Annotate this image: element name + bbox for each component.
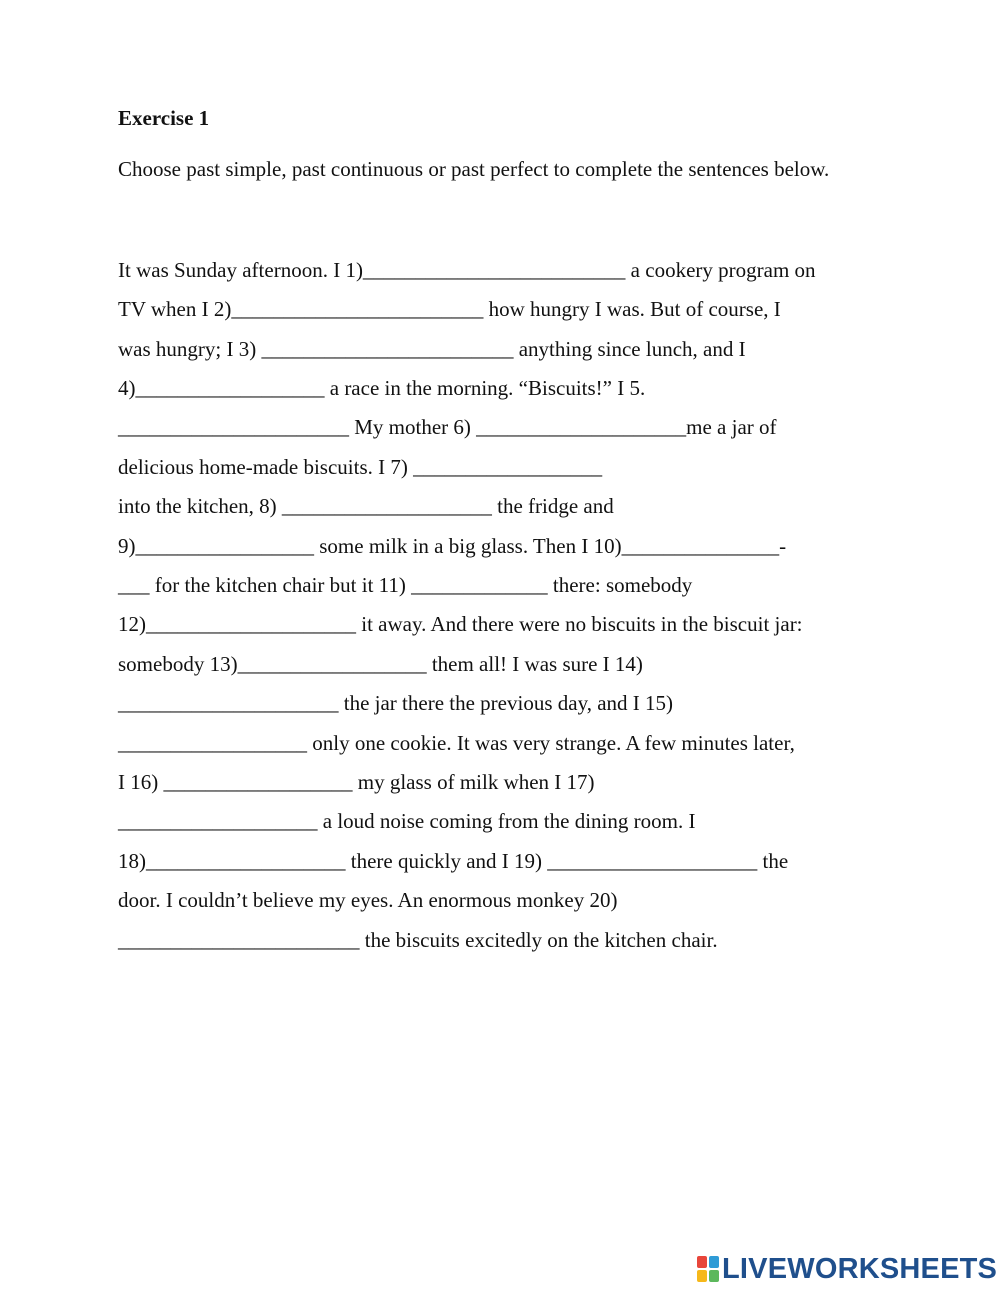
liveworksheets-logo-text: LIVEWORKSHEETS [722,1252,998,1285]
logo-square-red [697,1256,707,1268]
text-line-6: delicious home-made biscuits. I 7) __________________ [118,455,603,479]
text-line-1: It was Sunday afternoon. I 1)_________________________ a cookery program on [118,258,816,282]
logo-square-blue [709,1256,719,1268]
text-line-10: 12)____________________ it away. And there were no biscuits in the biscuit jar: [118,612,803,636]
liveworksheets-logo[interactable] [697,1252,997,1286]
text-line-2: TV when I 2)________________________ how hungry I was. But of course, I [118,297,781,321]
text-line-3: was hungry; I 3) ________________________ anything since lunch, and I [118,337,746,361]
exercise-instructions: Choose past simple, past continuous or past perfect to complete the sentences below. [118,157,830,181]
text-line-16: 18)___________________ there quickly and I 19) ____________________ the [118,849,789,873]
text-line-14: I 16) __________________ my glass of milk when I 17) [118,770,595,794]
text-line-15: ___________________ a loud noise coming from the dining room. I [118,809,696,833]
text-line-4: 4)__________________ a race in the morning. “Biscuits!” I 5. [118,376,646,400]
text-line-11: somebody 13)__________________ them all! I was sure I 14) [118,652,643,676]
logo-square-yellow [697,1270,707,1282]
text-line-12: _____________________ the jar there the previous day, and I 15) [118,691,674,715]
text-line-9: ___ for the kitchen chair but it 11) _____________ there: somebody [118,573,693,597]
text-line-18: _______________________ the biscuits excitedly on the kitchen chair. [118,928,718,952]
text-line-5: ______________________ My mother 6) ____________________me a jar of [118,415,777,439]
text-line-13: __________________ only one cookie. It was very strange. A few minutes later, [118,731,795,755]
text-line-8: 9)_________________ some milk in a big glass. Then I 10)_______________- [118,534,787,558]
logo-square-green [709,1270,719,1282]
text-line-17: door. I couldn’t believe my eyes. An enormous monkey 20) [118,888,618,912]
liveworksheets-logo-icon [697,1256,719,1282]
exercise-title: Exercise 1 [118,106,210,130]
text-line-7: into the kitchen, 8) ____________________ the fridge and [118,494,614,518]
